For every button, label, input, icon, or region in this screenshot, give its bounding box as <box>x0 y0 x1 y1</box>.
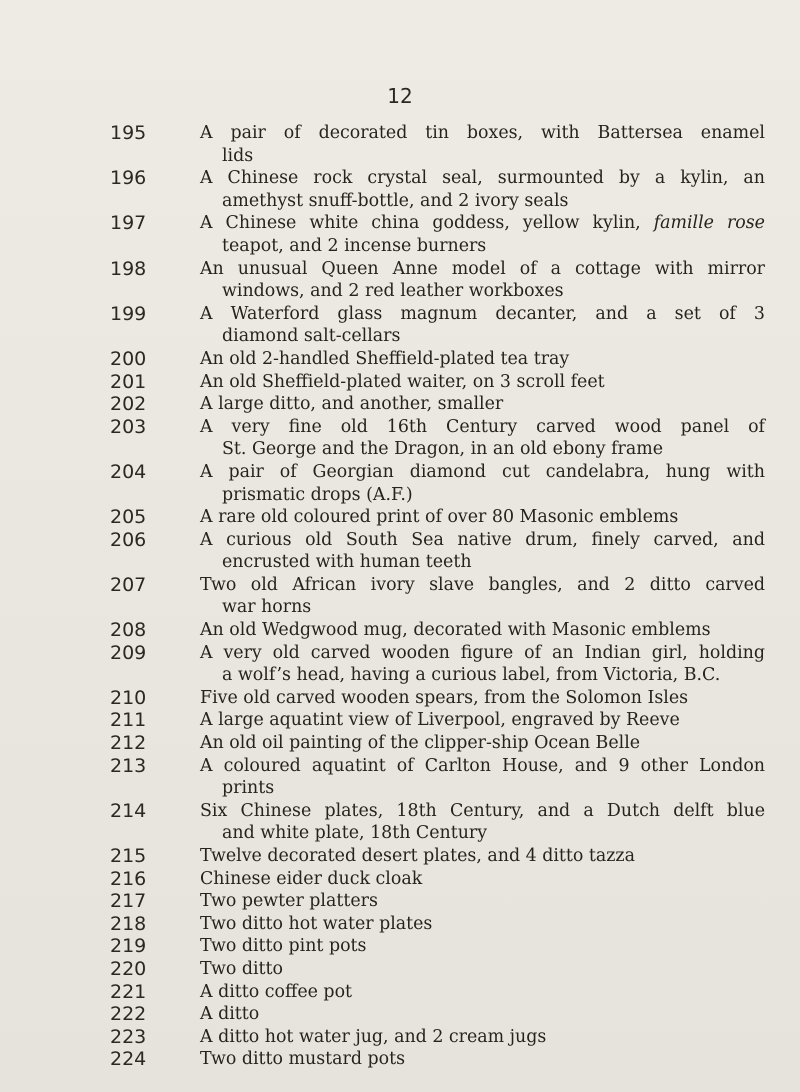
lot-description <box>200 529 765 574</box>
lot-description-line: A pair of Georgian diamond cut candelabra, hung with <box>200 461 765 482</box>
lot-description <box>200 212 765 257</box>
lot-description <box>200 167 765 212</box>
lot-number: 213 <box>110 754 147 777</box>
lot-number: 206 <box>110 528 147 551</box>
lot-entry <box>0 348 800 371</box>
lot-number: 197 <box>110 212 147 235</box>
lot-number: 222 <box>110 1003 147 1026</box>
lot-number: 220 <box>110 957 147 980</box>
lot-description-line: A very old carved wooden figure of an Indian girl, holding <box>200 642 765 663</box>
lot-description-line: A large aquatint view of Liverpool, engraved by Reeve <box>200 710 680 731</box>
lot-number: 210 <box>110 686 147 709</box>
lot-number: 218 <box>110 912 147 935</box>
lot-description <box>200 1003 765 1026</box>
lot-description-continuation: and white plate, 18th Century <box>222 823 488 844</box>
lot-description <box>200 709 765 732</box>
lot-description-continuation: diamond salt-cellars <box>222 326 401 347</box>
lot-number: 203 <box>110 415 147 438</box>
lot-description-line: A Chinese rock crystal seal, surmounted by a kylin, an <box>200 168 765 189</box>
lot-description <box>200 258 765 303</box>
lot-entry <box>0 709 800 732</box>
lot-description <box>200 461 765 506</box>
lot-entry <box>0 1048 800 1071</box>
lot-description-line: Two ditto hot water plates <box>200 913 433 934</box>
lot-entry <box>0 574 800 619</box>
lot-description <box>200 755 765 800</box>
lot-entry <box>0 461 800 506</box>
lot-number: 208 <box>110 619 147 642</box>
lot-description-line: A very fine old 16th Century carved wood panel of <box>200 416 765 437</box>
lot-description <box>200 845 765 868</box>
lot-description-line: A rare old coloured print of over 80 Masonic emblems <box>200 507 679 528</box>
lot-description-continuation: prismatic drops (A.F.) <box>222 484 413 505</box>
lot-description-line: Five old carved wooden spears, from the Solomon Isles <box>200 687 689 708</box>
lot-description <box>200 393 765 416</box>
lot-entry <box>0 1003 800 1026</box>
lot-number: 201 <box>110 370 147 393</box>
lot-description-line: Two old African ivory slave bangles, and 2 ditto carved <box>200 574 765 595</box>
lot-entry <box>0 913 800 936</box>
lot-entry <box>0 1026 800 1049</box>
lot-description <box>200 732 765 755</box>
lot-entry <box>0 393 800 416</box>
lot-description-line: An old Wedgwood mug, decorated with Masonic emblems <box>200 620 711 641</box>
lot-entry <box>0 371 800 394</box>
lot-number: 207 <box>110 573 147 596</box>
lot-entry <box>0 619 800 642</box>
lot-description <box>200 958 765 981</box>
lot-description-line: A pair of decorated tin boxes, with Battersea enamel <box>200 123 765 143</box>
lot-description-continuation: war horns <box>222 597 312 618</box>
lot-description-line: A Chinese white china goddess, yellow kylin, famille rose <box>200 213 765 234</box>
lot-number: 204 <box>110 460 147 483</box>
lot-description-line: An unusual Queen Anne model of a cottage with mirror <box>200 258 765 279</box>
lot-entry <box>0 958 800 981</box>
lot-number: 195 <box>110 122 147 144</box>
lot-description-line: Chinese eider duck cloak <box>200 868 423 889</box>
lot-description <box>200 687 765 710</box>
lot-description-continuation: lids <box>222 145 254 166</box>
lot-description <box>200 348 765 371</box>
lot-entry <box>0 845 800 868</box>
lot-number: 214 <box>110 799 147 822</box>
lot-description-line: A coloured aquatint of Carlton House, and 9 other London <box>200 755 765 776</box>
lot-description-line: A Waterford glass magnum decanter, and a set of 3 <box>200 303 765 324</box>
lot-description-continuation: teapot, and 2 incense burners <box>222 235 487 256</box>
lot-list <box>0 122 800 1071</box>
lot-entry <box>0 890 800 913</box>
lot-entry <box>0 755 800 800</box>
lot-description-line: Two ditto <box>200 958 284 979</box>
lot-description-line: Two ditto pint pots <box>200 936 367 957</box>
lot-description <box>200 1048 765 1071</box>
lot-description-line: An old 2-handled Sheffield-plated tea tray <box>200 348 570 369</box>
lot-description-line: A curious old South Sea native drum, finely carved, and <box>200 529 765 550</box>
lot-number: 219 <box>110 935 147 958</box>
lot-description-continuation: encrusted with human teeth <box>222 552 472 573</box>
lot-entry <box>0 506 800 529</box>
lot-description-continuation: St. George and the Dragon, in an old ebony frame <box>222 439 664 460</box>
lot-description-continuation: a wolf’s head, having a curious label, from Victoria, B.C. <box>222 665 721 686</box>
lot-entry <box>0 303 800 348</box>
lot-description <box>200 619 765 642</box>
lot-entry <box>0 122 800 167</box>
lot-number: 196 <box>110 167 147 190</box>
lot-description <box>200 981 765 1004</box>
lot-number: 212 <box>110 732 147 755</box>
lot-description <box>200 642 765 687</box>
lot-description <box>200 868 765 891</box>
lot-number: 223 <box>110 1025 147 1048</box>
lot-number: 198 <box>110 257 147 280</box>
lot-description-line: A ditto hot water jug, and 2 cream jugs <box>200 1026 547 1047</box>
lot-description-line: An old oil painting of the clipper-ship Ocean Belle <box>200 733 641 754</box>
lot-description-line: An old Sheffield-plated waiter, on 3 scroll feet <box>200 371 605 392</box>
lot-description-line: A ditto <box>200 1004 260 1025</box>
lot-number: 200 <box>110 347 147 370</box>
lot-description-line: Twelve decorated desert plates, and 4 ditto tazza <box>200 846 635 866</box>
lot-entry <box>0 981 800 1004</box>
lot-description-line: A large ditto, and another, smaller <box>200 394 504 415</box>
lot-number: 224 <box>110 1048 147 1071</box>
lot-entry <box>0 642 800 687</box>
lot-description <box>200 303 765 348</box>
lot-description-line: Two pewter platters <box>200 891 378 912</box>
lot-description-continuation: prints <box>222 778 275 799</box>
lot-number: 202 <box>110 393 147 416</box>
lot-description <box>200 574 765 619</box>
lot-number: 215 <box>110 845 147 867</box>
lot-number: 216 <box>110 867 147 890</box>
lot-description <box>200 416 765 461</box>
page-number: 12 <box>387 84 413 108</box>
lot-number: 221 <box>110 980 147 1003</box>
lot-number: 211 <box>110 709 147 732</box>
lot-entry <box>0 529 800 574</box>
lot-entry <box>0 212 800 257</box>
lot-description <box>200 800 765 845</box>
lot-description-line: A ditto coffee pot <box>200 981 353 1002</box>
lot-entry <box>0 935 800 958</box>
lot-description-continuation: amethyst snuff-bottle, and 2 ivory seals <box>222 190 569 211</box>
lot-description <box>200 122 765 167</box>
lot-description <box>200 935 765 958</box>
lot-description <box>200 1026 765 1049</box>
lot-entry <box>0 167 800 212</box>
lot-number: 209 <box>110 641 147 664</box>
lot-description-line: Two ditto mustard pots <box>200 1049 405 1070</box>
lot-description <box>200 913 765 936</box>
lot-entry <box>0 258 800 303</box>
lot-entry <box>0 687 800 710</box>
lot-description-line: Six Chinese plates, 18th Century, and a Dutch delft blue <box>200 800 765 821</box>
lot-description <box>200 890 765 913</box>
lot-number: 217 <box>110 890 147 913</box>
lot-number: 205 <box>110 506 147 529</box>
lot-number: 199 <box>110 302 147 325</box>
lot-description <box>200 506 765 529</box>
lot-entry <box>0 416 800 461</box>
lot-entry <box>0 800 800 845</box>
lot-description <box>200 371 765 394</box>
lot-description-continuation: windows, and 2 red leather workboxes <box>222 281 564 302</box>
lot-entry <box>0 868 800 891</box>
lot-entry <box>0 732 800 755</box>
